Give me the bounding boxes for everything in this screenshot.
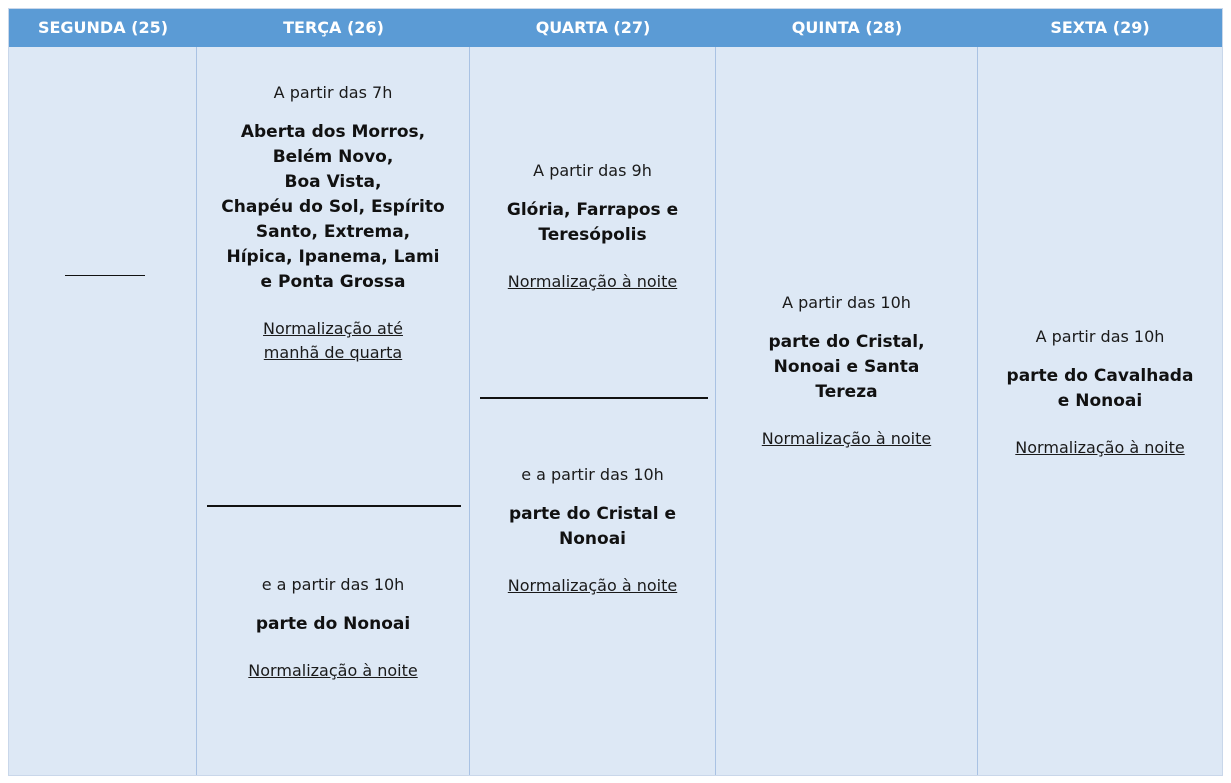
quarta-block-2: [470, 465, 715, 598]
terca-time-1: A partir das 7h: [273, 83, 393, 102]
quinta-block-1: [716, 293, 977, 451]
area-line: Teresópolis: [538, 225, 647, 245]
norm-line: Normalização até: [263, 319, 403, 338]
terca-normalization-1: [197, 317, 469, 365]
terca-areas-2: [197, 612, 469, 637]
area-line: Belém Novo,: [272, 147, 394, 167]
norm-line: Normalização à noite: [507, 272, 678, 291]
area-line: e Ponta Grossa: [260, 272, 406, 292]
quarta-normalization-1: [470, 270, 715, 294]
norm-line: Normalização à noite: [761, 429, 932, 448]
column-quinta: [716, 47, 978, 775]
sexta-normalization-1: [978, 436, 1222, 460]
quarta-divider: [480, 397, 708, 399]
area-line: parte do Cristal e: [508, 504, 677, 524]
sexta-areas-1: [978, 364, 1222, 414]
area-line: Nonoai: [559, 529, 626, 549]
area-line: Aberta dos Morros,: [240, 122, 426, 142]
area-line: Boa Vista,: [284, 172, 382, 192]
empty-dash: [65, 275, 145, 276]
column-sexta: [978, 47, 1222, 775]
quinta-normalization-1: [716, 427, 977, 451]
terca-time-2: e a partir das 10h: [261, 575, 405, 594]
norm-line: Normalização à noite: [1015, 438, 1185, 457]
quarta-block-1: [470, 161, 715, 294]
column-segunda: [9, 47, 197, 775]
quinta-time-1: A partir das 10h: [782, 293, 911, 312]
quarta-normalization-2: [470, 574, 715, 598]
quarta-areas-1: [470, 198, 715, 248]
day-header-quarta: QUARTA (27): [535, 18, 651, 37]
norm-line: Normalização à noite: [507, 576, 678, 595]
day-header-terca: TERÇA (26): [283, 18, 384, 37]
terca-divider: [207, 505, 461, 507]
area-line: parte do Cavalhada: [1006, 366, 1194, 386]
quarta-time-1: A partir das 9h: [533, 161, 652, 180]
schedule-table: [8, 8, 1223, 776]
quarta-time-2: e a partir das 10h: [521, 465, 664, 484]
area-line: Nonoai e Santa: [773, 357, 920, 377]
column-quarta: [470, 47, 716, 775]
sexta-block-1: [978, 327, 1222, 460]
header-row: [9, 9, 1222, 47]
area-line: Glória, Farrapos e: [506, 200, 679, 220]
terca-block-1: [197, 83, 469, 365]
column-terca: [197, 47, 470, 775]
area-line: Santo, Extrema,: [255, 222, 411, 242]
area-line: Tereza: [815, 382, 878, 402]
area-line: parte do Cristal,: [768, 332, 925, 352]
area-line: Hípica, Ipanema, Lami: [226, 247, 440, 267]
day-header-segunda: SEGUNDA (25): [37, 18, 169, 37]
quarta-areas-2: [470, 502, 715, 552]
terca-areas-1: [197, 120, 469, 295]
area-line: parte do Nonoai: [255, 614, 411, 634]
area-line: e Nonoai: [1057, 391, 1143, 411]
schedule-body: [9, 47, 1222, 775]
terca-normalization-2: [197, 659, 469, 683]
day-header-quinta: QUINTA (28): [791, 18, 903, 37]
area-line: Chapéu do Sol, Espírito: [221, 197, 445, 217]
norm-line: Normalização à noite: [248, 661, 418, 680]
sexta-time-1: A partir das 10h: [1035, 327, 1165, 346]
norm-line: manhã de quarta: [263, 343, 403, 362]
terca-block-2: [197, 575, 469, 683]
quinta-areas-1: [716, 330, 977, 405]
day-header-sexta: SEXTA (29): [1050, 18, 1150, 37]
